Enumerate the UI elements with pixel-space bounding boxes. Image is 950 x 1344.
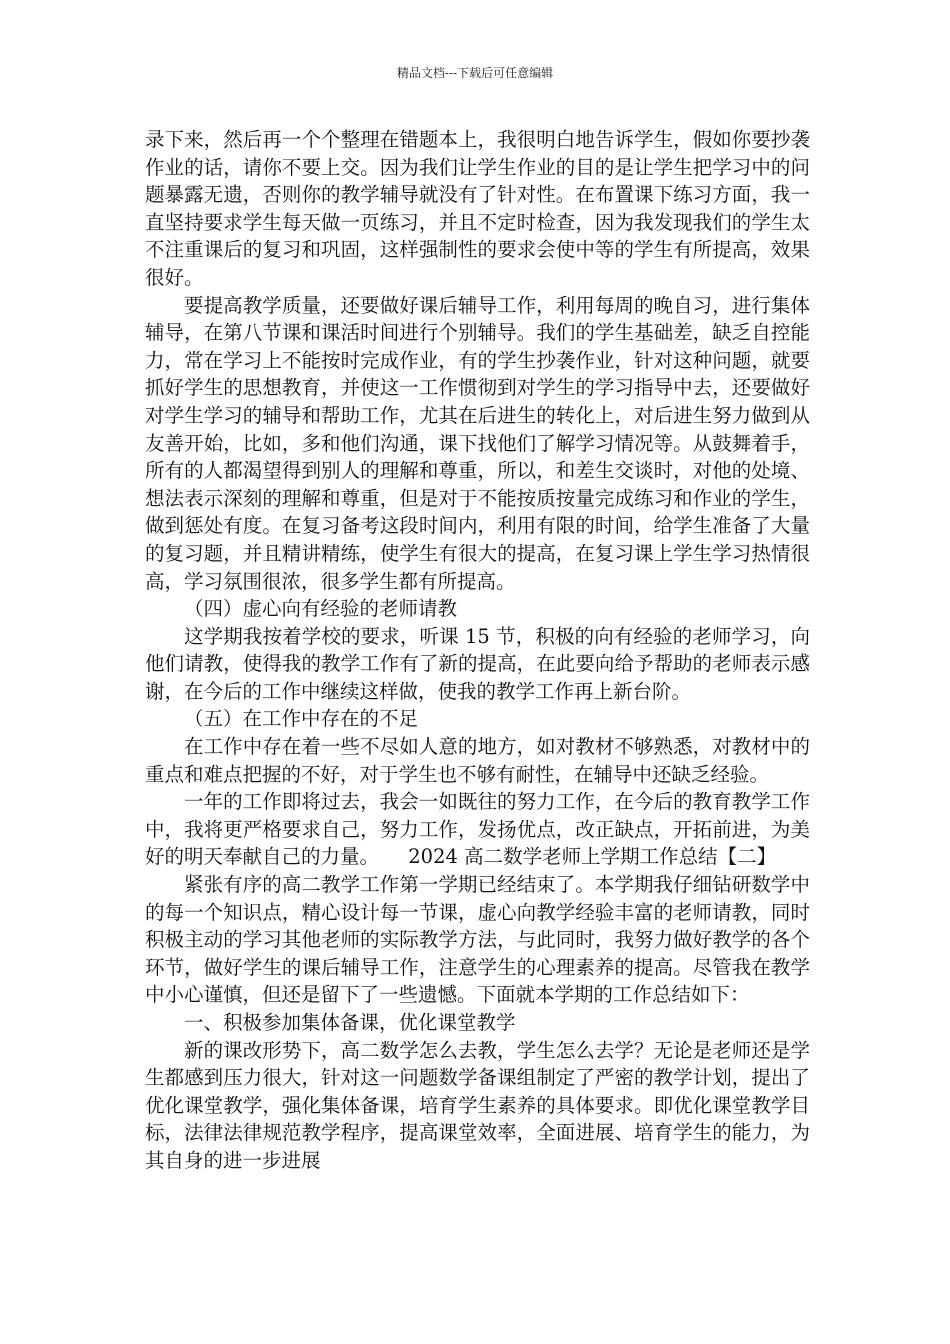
section-heading: （五）在工作中存在的不足 — [184, 707, 419, 731]
paragraph: 这学期我按着学校的要求，听课 15 节，积极的向有经验的老师学习，向他们请教，使得我的教学工作有了新的提高，在此要向给予帮助的老师表示感谢，在今后的工作中继续这样做，使我的教学工作再上新台阶。 — [145, 624, 810, 703]
paragraph: 新的课改形势下，高二数学怎么去教，学生怎么去学？无论是老师还是学生都感到压力很大，针对这一问题数学备课组制定了严密的教学计划，提出了优化课堂教学，强化集体备课，培育学生素养的具体要求。即优化课堂教学目标，法律法律规范教学程序，提高课堂效率，全面进展、培育学生的能力，为其自身的进一步进展 — [145, 1038, 810, 1172]
section-heading: 一、积极参加集体备课，优化课堂教学 — [184, 1011, 516, 1034]
document-body — [145, 126, 810, 1175]
paragraph: 在工作中存在着一些不尽如人意的地方，如对教材不够熟悉，对教材中的重点和难点把握的不好，对于学生也不够有耐性，在辅导中还缺乏经验。 — [145, 735, 810, 786]
paragraph: 一年的工作即将过去，我会一如既往的努力工作，在今后的教育教学工作中，我将更严格要求自己，努力工作，发扬优点，改正缺点，开拓前进，为美好的明天奉献自己的力量。 2024 高二数学老师上学期工作总结【二】 — [145, 790, 810, 869]
paragraph: 紧张有序的高二教学工作第一学期已经结束了。本学期我仔细钻研数学中的每一个知识点，精心设计每一节课，虚心向教学经验丰富的老师请教，同时积极主动的学习其他老师的实际教学方法，与此同时，我努力做好教学的各个环节，做好学生的课后辅导工作，注意学生的心理素养的提高。尽管我在教学中小心谨慎，但还是留下了一些遗憾。下面就本学期的工作总结如下： — [145, 873, 810, 1007]
paragraph: 录下来，然后再一个个整理在错题本上，我很明白地告诉学生，假如你要抄袭作业的话，请你不要上交。因为我们让学生作业的目的是让学生把学习中的问题暴露无遗，否则你的教学辅导就没有了针对性。在布置课下练习方面，我一直坚持要求学生每天做一页练习，并且不定时检查，因为我发现我们的学生太不注重课后的复习和巩固，这样强制性的要求会使中等的学生有所提高，效果很好。 — [145, 128, 810, 289]
page-header: 精品文档---下载后可任意编辑 — [396, 66, 554, 80]
paragraph: 要提高教学质量，还要做好课后辅导工作，利用每周的晚自习，进行集体辅导，在第八节课和课活时间进行个别辅导。我们的学生基础差，缺乏自控能力，常在学习上不能按时完成作业，有的学生抄袭作业，针对这种问题，就要抓好学生的思想教育，并使这一工作惯彻到对学生的学习指导中去，还要做好对学生学习的辅导和帮助工作，尤其在后进生的转化上，对后进生努力做到从友善开始，比如，多和他们沟通，课下找他们了解学习情况等。从鼓舞着手，所有的人都渴望得到别人的理解和尊重，所以，和差生交谈时，对他的处境、想法表示深刻的理解和尊重，但是对于不能按质按量完成练习和作业的学生，做到惩处有度。在复习备考这段时间内，利用有限的时间，给学生准备了大量的复习题，并且精讲精练，使学生有很大的提高，在复习课上学生学习热情很高，学习氛围很浓，很多学生都有所提高。 — [145, 293, 810, 593]
section-heading: （四）虚心向有经验的老师请教 — [184, 597, 458, 621]
